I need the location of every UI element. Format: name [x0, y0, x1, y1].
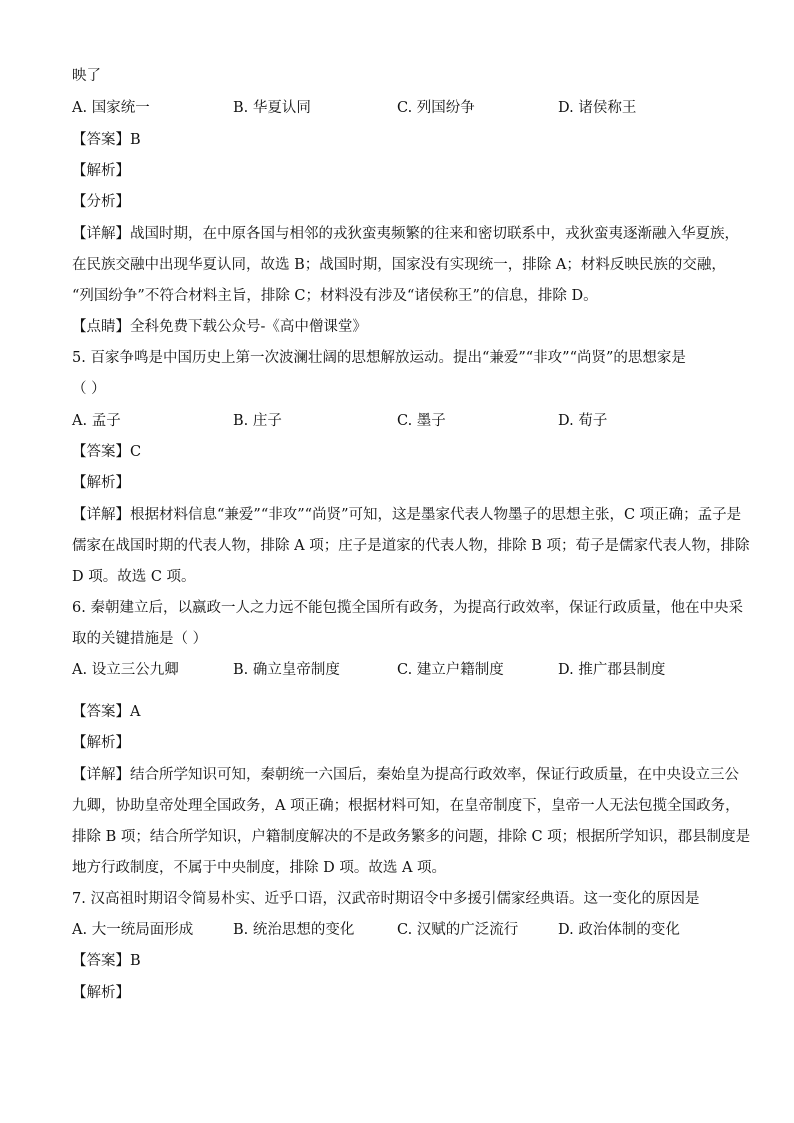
q7-answer: 【答案】B	[72, 953, 141, 969]
q5-option-b: B. 庄子	[233, 413, 282, 429]
q4-stem-tail: 映了	[72, 68, 101, 84]
q4-analysis-label: 【解析】	[72, 163, 130, 179]
q4-detail-line-2: 在民族交融中出现华夏认同，故选 B；战国时期，国家没有实现统一，排除 A；材料反映民族的交融，	[72, 257, 726, 273]
q5-stem-line-1: 5. 百家争鸣是中国历史上第一次波澜壮阔的思想解放运动。提出“兼爱”“非攻”“尚贤”的思想家是	[72, 350, 686, 366]
q6-detail-line-1: 【详解】结合所学知识可知，秦朝统一六国后，秦始皇为提高行政效率，保证行政质量，在中央设立三公	[72, 767, 739, 783]
q6-answer: 【答案】A	[72, 704, 141, 720]
q4-option-c: C. 列国纷争	[397, 100, 475, 116]
q7-option-c: C. 汉赋的广泛流行	[397, 922, 519, 938]
q6-stem-line-1: 6. 秦朝建立后，以嬴政一人之力远不能包揽全国所有政务，为提高行政效率，保证行政质量，他在中央采	[72, 600, 743, 616]
q7-option-a: A. 大一统局面形成	[72, 922, 194, 938]
q5-analysis-label: 【解析】	[72, 475, 130, 491]
q6-option-c: C. 建立户籍制度	[397, 662, 504, 678]
q6-detail-label: 【详解】	[72, 767, 130, 783]
q4-detail-label: 【详解】	[72, 226, 130, 242]
q5-detail-line-2: 儒家在战国时期的代表人物，排除 A 项；庄子是道家的代表人物，排除 B 项；荀子是儒家代表人物，排除	[72, 538, 750, 554]
q4-option-a: A. 国家统一	[72, 100, 150, 116]
q4-dianjing: 【点睛】全科免费下载公众号-《高中僧课堂》	[72, 319, 367, 335]
q6-detail-line-4: 地方行政制度，不属于中央制度，排除 D 项。故选 A 项。	[72, 860, 447, 876]
q7-stem-line-1: 7. 汉高祖时期诏令简易朴实、近乎口语，汉武帝时期诏令中多援引儒家经典语。这一变化的原因是	[72, 891, 700, 907]
q4-detail-line-1: 【详解】战国时期，在中原各国与相邻的戎狄蛮夷频繁的往来和密切联系中，戎狄蛮夷逐渐融入华夏族，	[72, 226, 739, 242]
q4-option-b: B. 华夏认同	[233, 100, 311, 116]
q4-detail-line-3: “列国纷争”不符合材料主旨，排除 C；材料没有涉及“诸侯称王”的信息，排除 D。	[72, 288, 598, 304]
q4-answer: 【答案】B	[72, 132, 141, 148]
q5-stem-line-2: （ ）	[72, 381, 106, 397]
q4-option-d: D. 诸侯称王	[558, 100, 637, 116]
q6-detail-line-3: 排除 B 项；结合所学知识，户籍制度解决的不是政务繁多的问题，排除 C 项；根据所学知识，郡县制度是	[72, 829, 751, 845]
q7-option-b: B. 统治思想的变化	[233, 922, 355, 938]
q6-option-b: B. 确立皇帝制度	[233, 662, 340, 678]
q4-fenxi-label: 【分析】	[72, 194, 130, 210]
q7-analysis-label: 【解析】	[72, 985, 130, 1001]
q5-detail-label: 【详解】	[72, 507, 130, 523]
q6-detail-line-2: 九卿，协助皇帝处理全国政务，A 项正确；根据材料可知，在皇帝制度下，皇帝一人无法包揽全国政务，	[72, 798, 740, 814]
q7-option-d: D. 政治体制的变化	[558, 922, 680, 938]
q6-analysis-label: 【解析】	[72, 735, 130, 751]
q5-answer: 【答案】C	[72, 444, 142, 460]
q5-detail-line-3: D 项。故选 C 项。	[72, 569, 196, 585]
q6-option-d: D. 推广郡县制度	[558, 662, 666, 678]
q5-option-c: C. 墨子	[397, 413, 446, 429]
q5-detail-line-1: 【详解】根据材料信息“兼爱”“非攻”“尚贤”可知，这是墨家代表人物墨子的思想主张，C 项正确；孟子是	[72, 507, 742, 523]
q4-dianjing-label: 【点睛】	[72, 319, 130, 335]
q6-option-a: A. 设立三公九卿	[72, 662, 179, 678]
q5-option-d: D. 荀子	[558, 413, 608, 429]
q6-stem-line-2: 取的关键措施是（ ）	[72, 631, 208, 647]
q5-option-a: A. 孟子	[72, 413, 121, 429]
